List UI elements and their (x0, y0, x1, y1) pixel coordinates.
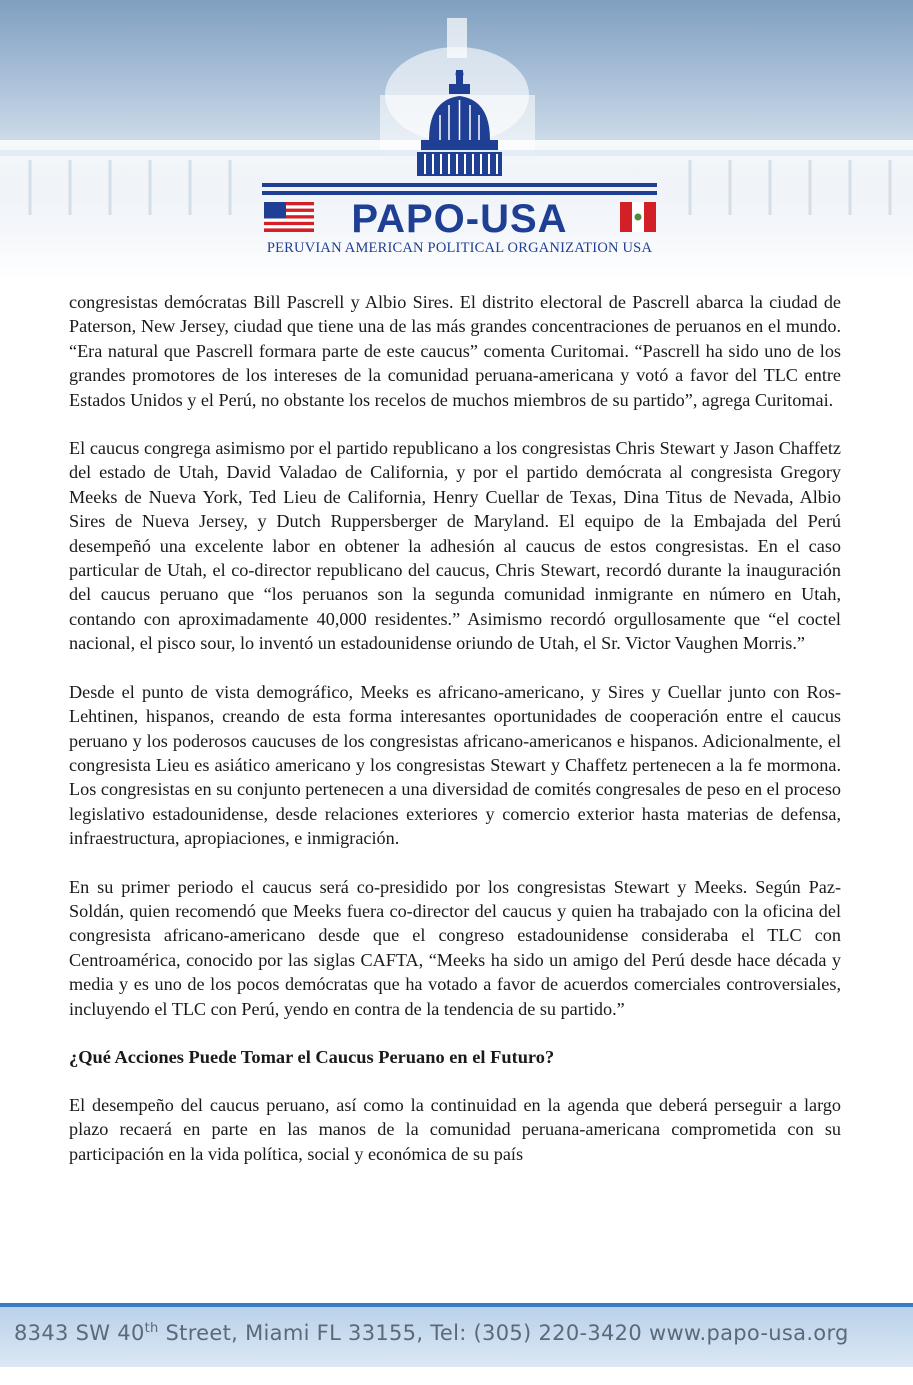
paragraph-1: congresistas demócratas Bill Pascrell y Albio Sires. El distrito electoral de Pascrell abarca la ciudad de Paterson, New Jersey, ciudad que tiene una de las más grandes concentraciones de peruanos en el mundo. “Era natural que Pascrell formara parte de este caucus” comenta Curitomai. “Pascrell ha sido uno de los grandes promotores de los intereses de la comunidad peruana-americana y votó a favor del TLC entre Estados Unidos y el Perú, no obstante los recelos de muchos miembros de su partido”, agrega Curitomai. (69, 292, 841, 410)
section-heading: ¿Qué Acciones Puede Tomar el Caucus Peruano en el Futuro? (69, 1046, 555, 1067)
logo-rule-bottom (262, 191, 657, 195)
capitol-dome-icon (407, 70, 512, 198)
footer-address-rest: Street, Miami FL 33155, Tel: (305) 220-3420 www.papo-usa.org (158, 1321, 849, 1345)
paragraph-5: El desempeño del caucus peruano, así como la continuidad en la agenda que deberá perseguir a largo plazo recaerá en parte en las manos de la comunidad peruana-americana comprometida con su participación en la vida política, social y económica de su país (69, 1094, 841, 1164)
logo-subtitle: PERUVIAN AMERICAN POLITICAL ORGANIZATION USA (266, 240, 653, 256)
logo-rule-top (262, 183, 657, 187)
paragraph-2: El caucus congrega asimismo por el partido republicano a los congresistas Chris Stewart y Jason Chaffetz del estado de Utah, David Valadao de California, y por el partido demócrata al congresista Gregory Meeks de Nueva York, Ted Lieu de California, Henry Cuellar de Texas, Dina Titus de Nevada, Albio Sires de Nueva Jersey, y Dutch Ruppersberger de Maryland. El equipo de la Embajada del Perú desempeñó una excelente labor en obtener la adhesión al caucus de estos congresistas. En el caso particular de Utah, el co-director republicano del caucus, Chris Stewart, recordó durante la inauguración del caucus peruano que “los peruanos son la segunda comunidad inmigrante en número en Utah, contando con aproximadamente 40,000 residentes.” Asimismo recordó orgullosamente que “el coctel nacional, el pisco sour, lo inventó un estadounidense oriundo de Utah, el Sr. Victor Vaughen Morris.” (69, 438, 841, 654)
footer-address-start: 8343 SW 40 (14, 1321, 145, 1345)
footer-contact (14, 1321, 849, 1345)
paragraph-3: Desde el punto de vista demográfico, Meeks es africano-americano, y Sires y Cuellar junto con Ros-Lehtinen, hispanos, creando de esta forma interesantes oportunidades de cooperación entre el caucus peruano y los poderosos caucuses de los congresistas africano-americanos e hispanos. Adicionalmente, el congresista Lieu es asiático americano y los congresistas Stewart y Chaffetz pertenecen a la fe mormona. Los congresistas en su conjunto pertenecen a una diversidad de comités congresales de peso en el proceso legislativo estadounidense, desde relaciones exteriores y comercio exterior hasta materias de defensa, infraestructura, apropiaciones, e inmigración. (69, 681, 841, 849)
document-body (69, 290, 841, 1190)
paragraph-4: En su primer periodo el caucus será co-presidido por los congresistas Stewart y Meeks. Según Paz-Soldán, quien recomendó que Meeks fuera co-director del caucus y quien ha trabajado con la oficina del congresista africano-americano desde que el congreso estadounidense consideraba el TLC con Centroamérica, conocido por las siglas CAFTA, “Meeks ha sido un amigo del Perú desde hace década y media y es uno de los pocos demócratas que ha votado a favor de acuerdos comerciales controversiales, incluyendo el TLC con Perú, yendo en contra de la tendencia de su partido.” (69, 876, 841, 1019)
footer-address-ordinal: th (144, 1321, 159, 1336)
footer-bar (0, 1303, 913, 1367)
organization-logo (262, 140, 657, 260)
logo-title: PAPO-USA (351, 197, 568, 241)
letterhead (0, 0, 913, 280)
